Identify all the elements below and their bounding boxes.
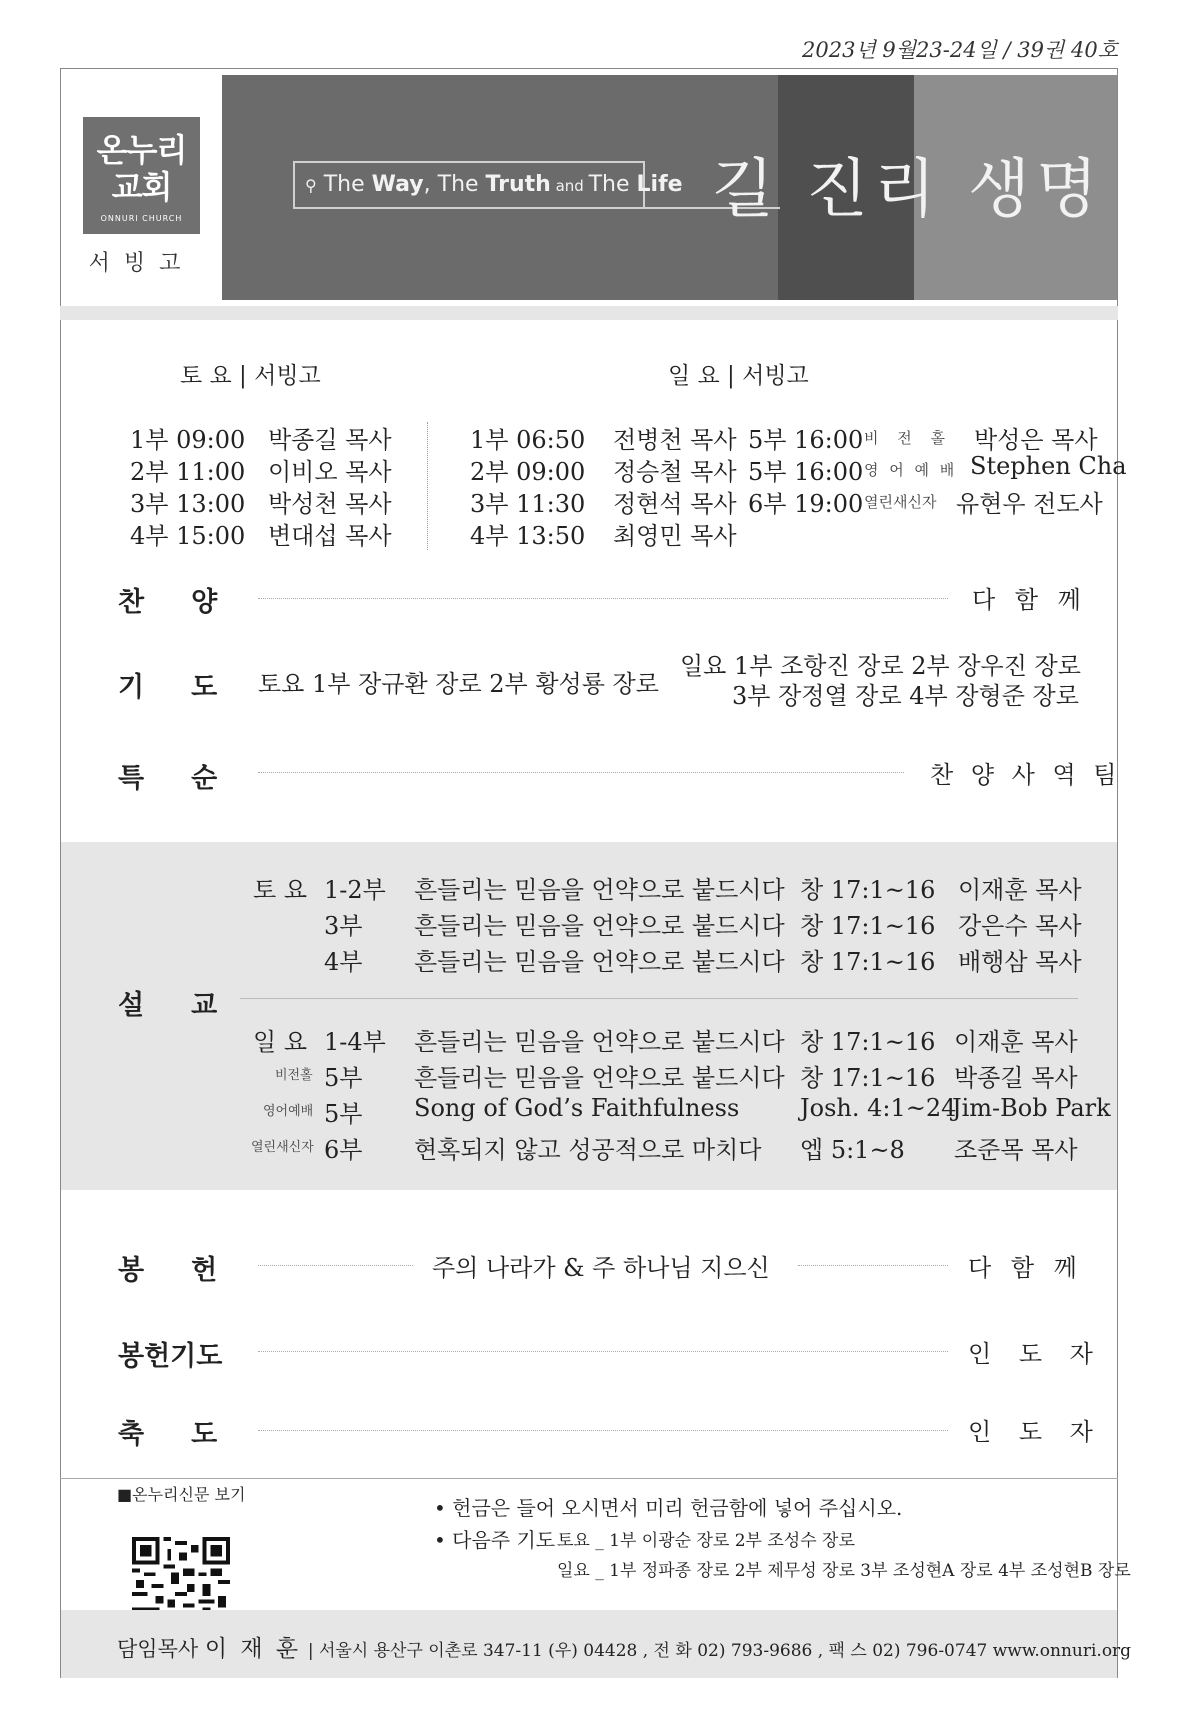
special-value: 찬 양 사 역 팀 — [930, 761, 1122, 789]
sat-name: 이비오 목사 — [268, 458, 392, 486]
sermon-svc: 6부 — [324, 1136, 363, 1164]
sun-name: 정승철 목사 — [613, 458, 737, 486]
sat-svc: 4부 15:00 — [130, 522, 246, 550]
sun-name: 전병천 목사 — [613, 426, 737, 454]
schedule-divider — [427, 422, 428, 550]
sermon-title: 흔들리는 믿음을 언약으로 붙드시다 — [414, 1028, 785, 1056]
next-prayer-sun: 일요 _ 1부 정파종 장로 2부 제무성 장로 3부 조성현A 장로 4부 조성현B 장로 — [557, 1561, 1131, 1581]
benediction-label: 축 도 — [118, 1419, 218, 1450]
tag-part: The — [323, 172, 372, 197]
prayer-sun-2: 3부 장정열 장로 4부 장형준 장로 — [732, 682, 1079, 710]
sun-name: 최영민 목사 — [613, 522, 737, 550]
sermon-tag: 비전홀 — [275, 1068, 313, 1083]
logo-main-2: 교회 — [111, 168, 172, 206]
sermon-speaker: 이재훈 목사 — [954, 1028, 1078, 1056]
sermon-ref: 엡 5:1~8 — [800, 1136, 905, 1164]
logo-sub: ONNURI CHURCH — [100, 214, 183, 223]
sermon-ref: 창 17:1~16 — [800, 948, 936, 976]
offering-song: 주의 나라가 & 주 하나님 지으신 — [432, 1254, 770, 1282]
praise-label: 찬 양 — [118, 587, 218, 618]
magnifier-icon: ⚲ — [305, 176, 317, 195]
church-address: | 서울시 용산구 이촌로 347-11 (우) 04428 , 전 화 02) 793-9686 , 팩 스 02) 796-0747 www.onnuri.org — [307, 1641, 1132, 1661]
sat-svc: 2부 11:00 — [130, 458, 246, 486]
offering-prayer-label: 봉헌기도 — [118, 1341, 223, 1372]
sun-schedule-heading: 일 요 | 서빙고 — [668, 363, 809, 389]
sermon-title: 현혹되지 않고 성공적으로 마치다 — [414, 1136, 762, 1164]
leader-dots — [258, 772, 904, 773]
sermon-speaker: 이재훈 목사 — [958, 876, 1082, 904]
sermon-ref: 창 17:1~16 — [800, 1028, 936, 1056]
sun-svc: 2부 09:00 — [470, 458, 586, 486]
sermon-svc: 5부 — [324, 1100, 363, 1128]
sun-extra-name: Stephen Cha — [970, 452, 1127, 480]
sermon-title: 흔들리는 믿음을 언약으로 붙드시다 — [414, 876, 785, 904]
offering-value: 다 함 께 — [968, 1254, 1083, 1282]
sun-extra-svc: 6부 19:00 — [748, 490, 864, 518]
sermon-tag: 영어예배 — [263, 1104, 314, 1119]
tag-truth: Truth — [485, 172, 551, 197]
offering-prayer-value: 인 도 자 — [968, 1340, 1103, 1368]
footer-info — [117, 1630, 1131, 1663]
sermon-title: Song of God’s Faithfulness — [414, 1094, 740, 1122]
logo-main-1: 온누리 — [96, 131, 187, 169]
prayer-label: 기 도 — [118, 672, 218, 703]
sermon-tag: 열린새신자 — [251, 1140, 314, 1155]
sermon-divider — [240, 998, 1078, 999]
tag-way: Way — [371, 172, 424, 197]
tag-and: and — [550, 177, 589, 195]
sermon-svc: 4부 — [324, 948, 363, 976]
issue-date: 2023년 9월23-24일 / 39권 40호 — [802, 38, 1118, 62]
benediction-value: 인 도 자 — [968, 1418, 1103, 1446]
leader-dots — [258, 1351, 948, 1352]
sun-extra-svc: 5부 16:00 — [748, 458, 864, 486]
next-prayer-sat: 토요 _ 1부 이광순 장로 2부 조성수 장로 — [557, 1531, 855, 1551]
sat-name: 변대섭 목사 — [268, 522, 392, 550]
sermon-ref: 창 17:1~16 — [800, 912, 936, 940]
sermon-ref: Josh. 4:1~24 — [800, 1094, 957, 1122]
sun-extra-name: 유현우 전도사 — [956, 490, 1103, 518]
leader-dots — [258, 1265, 413, 1266]
sermon-svc: 1-2부 — [324, 876, 386, 904]
sun-svc: 1부 06:50 — [470, 426, 586, 454]
sat-svc: 1부 09:00 — [130, 426, 246, 454]
sat-svc: 3부 13:00 — [130, 490, 246, 518]
sat-name: 박종길 목사 — [268, 426, 392, 454]
sermon-speaker: 박종길 목사 — [954, 1064, 1078, 1092]
qr-label: ■온누리신문 보기 — [117, 1485, 246, 1504]
prayer-sat: 토요 1부 장규환 장로 2부 황성룡 장로 — [258, 670, 659, 698]
sermon-svc: 1-4부 — [324, 1028, 386, 1056]
footer-divider — [60, 1478, 1118, 1479]
sermon-svc: 5부 — [324, 1064, 363, 1092]
offering-label: 봉 헌 — [118, 1255, 218, 1286]
tag-part: The — [588, 172, 637, 197]
sermon-title: 흔들리는 믿음을 언약으로 붙드시다 — [414, 912, 785, 940]
sun-extra-name: 박성은 목사 — [974, 426, 1098, 454]
church-location: 서빙고 — [88, 251, 195, 276]
sun-svc: 4부 13:50 — [470, 522, 586, 550]
leader-dots — [798, 1265, 948, 1266]
sat-name: 박성천 목사 — [268, 490, 392, 518]
banner-title: 길 진리 생명 — [712, 153, 1104, 227]
sat-schedule-heading: 토 요 | 서빙고 — [180, 363, 321, 389]
sermon-speaker: 조준목 목사 — [954, 1136, 1078, 1164]
sermon-svc: 3부 — [324, 912, 363, 940]
sun-extra-tag: 비 전 홀 — [864, 429, 953, 447]
sun-svc: 3부 11:30 — [470, 490, 586, 518]
pastor-name: 이 재 훈 — [204, 1636, 302, 1662]
special-label: 특 순 — [118, 763, 218, 794]
sermon-speaker: Jim-Bob Park — [952, 1094, 1111, 1122]
header-divider — [60, 306, 1118, 320]
sermon-sun-day: 일 요 — [253, 1028, 307, 1056]
sun-extra-tag: 열린새신자 — [864, 493, 937, 511]
tag-life: Life — [636, 172, 683, 197]
church-logo — [83, 117, 200, 234]
pastor-label: 담임목사 — [117, 1637, 199, 1661]
leader-dots — [258, 598, 948, 599]
praise-value: 다 함 께 — [972, 586, 1087, 614]
sermon-speaker: 배행삼 목사 — [958, 948, 1082, 976]
sun-name: 정현석 목사 — [613, 490, 737, 518]
next-prayer-heading: • 다음주 기도 — [434, 1528, 556, 1552]
sun-extra-svc: 5부 16:00 — [748, 426, 864, 454]
sermon-title: 흔들리는 믿음을 언약으로 붙드시다 — [414, 1064, 785, 1092]
tag-part: , The — [423, 172, 486, 197]
banner-tagline — [293, 161, 683, 209]
sermon-ref: 창 17:1~16 — [800, 876, 936, 904]
sermon-title: 흔들리는 믿음을 언약으로 붙드시다 — [414, 948, 785, 976]
leader-dots — [258, 1430, 948, 1431]
sermon-sat-day: 토 요 — [253, 876, 307, 904]
prayer-sun-1: 일요 1부 조항진 장로 2부 장우진 장로 — [680, 652, 1081, 680]
sun-extra-tag: 영 어 예 배 — [864, 461, 958, 479]
sermon-label: 설 교 — [118, 990, 218, 1021]
sermon-speaker: 강은수 목사 — [958, 912, 1082, 940]
sermon-ref: 창 17:1~16 — [800, 1064, 936, 1092]
offering-note: • 헌금은 들어 오시면서 미리 헌금함에 넣어 주십시오. — [434, 1496, 903, 1520]
